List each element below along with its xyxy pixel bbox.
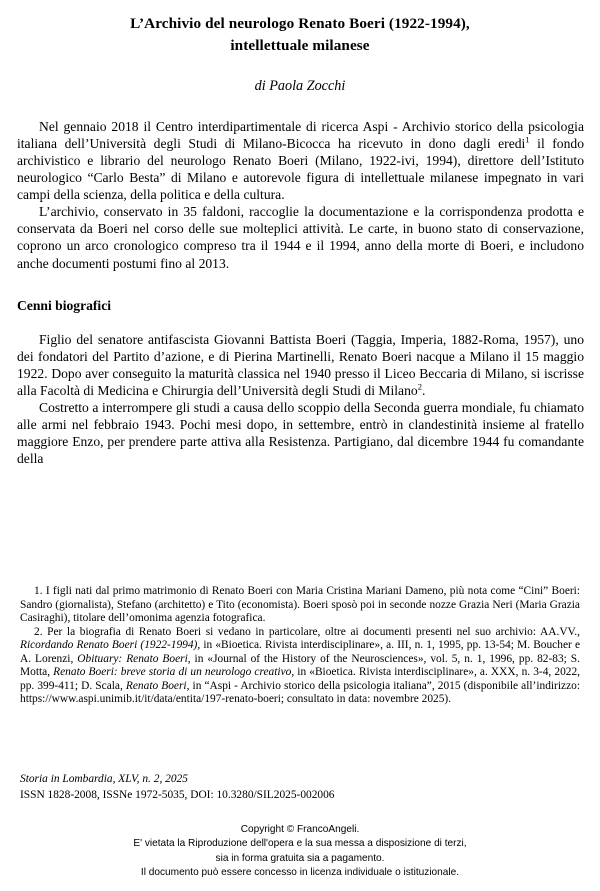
copyright-line-1: Copyright © FrancoAngeli. xyxy=(240,824,360,835)
footnote-ref-1[interactable]: 1 xyxy=(525,134,530,145)
journal-identifiers: ISSN 1828-2008, ISSNe 1972-5035, DOI: 10.3280/SIL2025-002006 xyxy=(20,789,335,801)
paragraph-intro-1 xyxy=(17,118,584,203)
footnote-2-title-4: Renato Boeri xyxy=(125,679,187,692)
paragraph-bio-1-text-b: . xyxy=(421,382,426,398)
paragraph-intro-2: L’archivio, conservato in 35 faldoni, raccoglie la documentazione e la corrispondenza prodotta e conservata da Boeri nel corso delle sue molteplici attività. Le carte, in buono stato di conservazione, coprono un arco cronologico compreso tra il 1944 e il 1994, anno della morte di Boeri, e includono anche documenti postumi fino al 2013. xyxy=(17,204,584,271)
author-byline: di Paola Zocchi xyxy=(254,78,346,95)
section-heading-cenni-biografici: Cenni biografici xyxy=(17,297,112,313)
footnote-2-title-3: Renato Boeri: breve storia di un neurologo creativo xyxy=(53,666,292,679)
body-text-area xyxy=(0,118,600,467)
journal-footer xyxy=(20,772,580,803)
page-title xyxy=(60,13,540,56)
footnote-2-title-1: Ricordando Renato Boeri (1922-1994) xyxy=(20,639,198,652)
paragraph-intro-1-text-b: il fondo archivistico e librario del neurologo Renato Boeri (Milano, 1922-ivi, 1994), direttore dell’Istituto neurologico “Carlo Besta” di Milano e autorevole figura di intellettuale milanese impegnato in vari campi della scienza, della politica e della cultura. xyxy=(17,136,584,203)
page-title-line-2: intellettuale milanese xyxy=(230,36,370,54)
footnote-2 xyxy=(20,626,580,707)
footnote-2-seg-2: , in «Bioetica. Rivista interdisciplinare», a. III, n. 1, 1995, pp. 13-54; M. Boucher e A. Lorenzi, xyxy=(20,639,580,665)
footnotes-section xyxy=(0,585,600,707)
journal-reference: Storia in Lombardia, XLV, n. 2, 2025 xyxy=(20,773,188,785)
footnote-2-seg-3: , in «Journal of the History of the Neurosciences», vol. 5, n. 1, 1996, pp. 82-83; S. Motta, xyxy=(20,652,580,679)
footnote-ref-2[interactable]: 2 xyxy=(417,381,422,392)
copyright-notice xyxy=(0,823,600,880)
paragraph-bio-1-text-a: Figlio del senatore antifascista Giovanni Battista Boeri (Taggia, Imperia, 1882-Roma, 1957), uno dei fondatori del Partito d’azione, e di Pierina Martinelli, Renato Boeri nacque a Milano il 15 maggio 1922. Dopo aver conseguito la maturità classica nel 1940 presso il Liceo Beccaria di Milano, si iscrisse alla Facoltà di Medicina e Chirurgia dell’Università degli Studi di Milano xyxy=(17,331,584,398)
paragraph-bio-2: Costretto a interrompere gli studi a causa dello scoppio della Seconda guerra mondiale, fu chiamato alle armi nel febbraio 1943. Pochi mesi dopo, in settembre, entrò in clandestinità insieme al fratello maggiore Enzo, per prendere parte attiva alla Resistenza. Partigiano, dal dicembre 1944 fu comandante della xyxy=(17,399,584,466)
footnote-2-seg-5: , in “Aspi - Archivio storico della psicologia italiana”, 2015 (disponibile all’indirizzo: https://www.aspi.unimib.it/it/data/entita/197-renato-boeri; consultato in data: novembre 2025). xyxy=(20,679,580,706)
footnote-2-seg-4: , in «Bioetica. Rivista interdisciplinare», a. XXX, n. 3-4, 2022, pp. 399-411; D. Scala, xyxy=(20,666,580,692)
page-title-line-1: L’Archivio del neurologo Renato Boeri (1922-1994), xyxy=(130,15,470,32)
copyright-line-3: sia in forma gratuita sia a pagamento. xyxy=(215,852,385,864)
copyright-line-4: Il documento può essere concesso in licenza individuale o istituzionale. xyxy=(140,866,460,878)
footnote-2-seg-1: 2. Per la biografia di Renato Boeri si vedano in particolare, oltre ai documenti presenti nel suo archivio: AA.VV., xyxy=(34,625,580,638)
footnote-1: 1. I figli nati dal primo matrimonio di Renato Boeri con Maria Cristina Mariani Dameno, più nota come “Cini” Boeri: Sandro (giornalista), Stefano (architetto) e Tito (economista). Boeri sposò poi in seconde nozze Grazia Neri (Maria Grazia Casiraghi), titolare dell’omonima agenzia fotografica. xyxy=(20,585,580,625)
paragraph-bio-1 xyxy=(17,331,584,399)
paragraph-intro-1-text-a: Nel gennaio 2018 il Centro interdipartimentale di ricerca Aspi - Archivio storico della psicologia italiana dell’Università degli Studi di Milano-Bicocca ha ricevuto in dono dagli eredi xyxy=(17,119,584,152)
title-block xyxy=(0,0,600,95)
footnote-2-title-2: Obituary: Renato Boeri xyxy=(77,652,188,665)
copyright-line-2: E' vietata la Riproduzione dell'opera e la sua messa a disposizione di terzi, xyxy=(133,838,467,850)
